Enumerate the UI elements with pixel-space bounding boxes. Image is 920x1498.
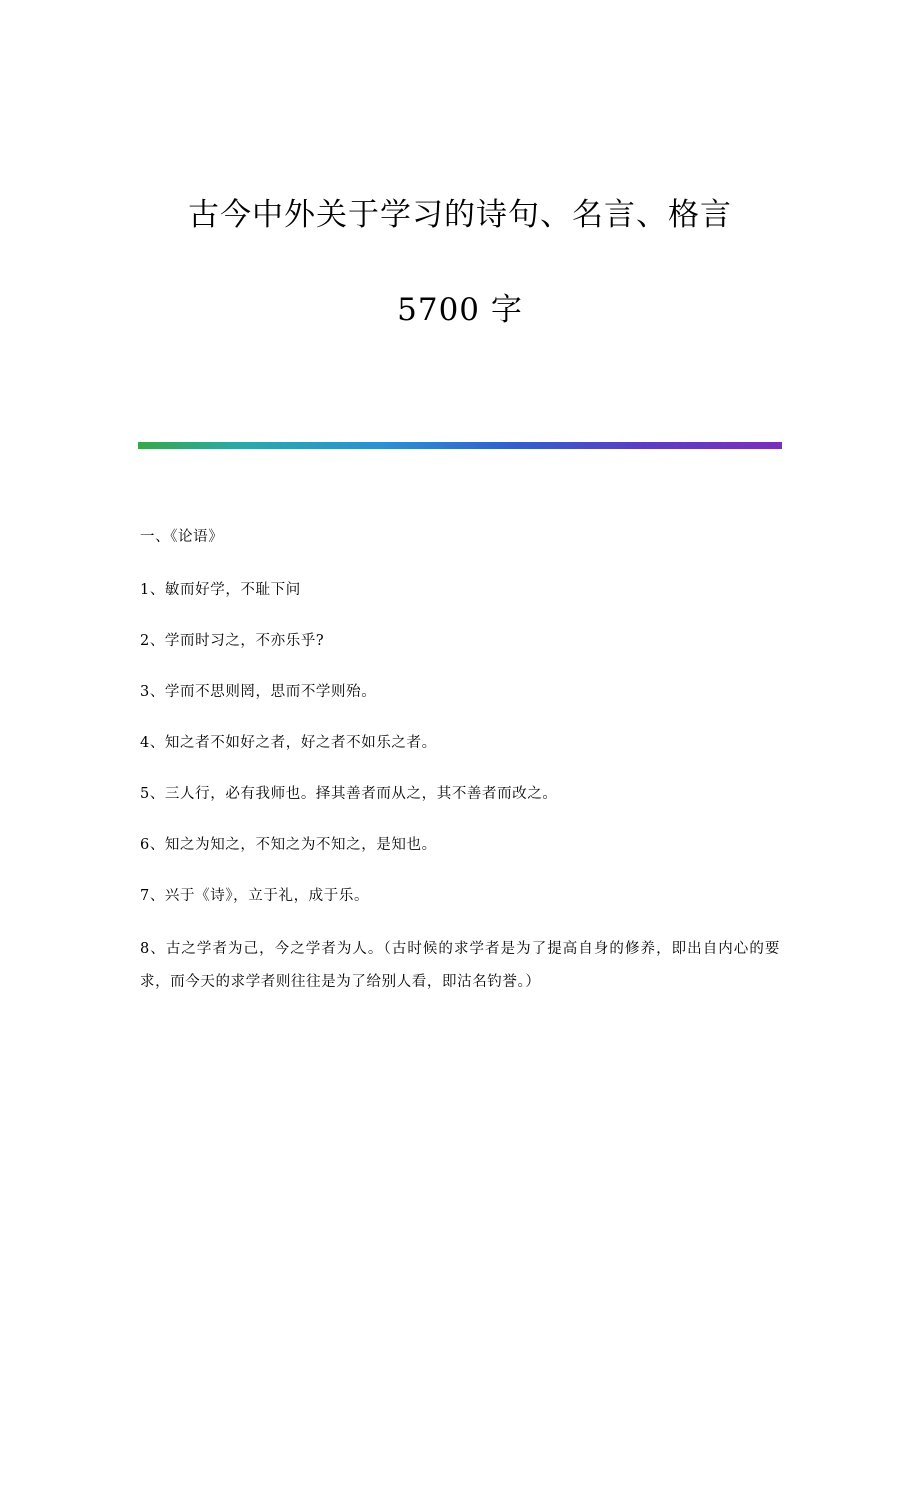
list-item: 4、知之者不如好之者，好之者不如乐之者。 bbox=[140, 734, 437, 751]
page-title: 古今中外关于学习的诗句、名言、格言 bbox=[188, 197, 732, 233]
divider-wrapper bbox=[0, 442, 920, 449]
gradient-divider bbox=[138, 442, 782, 449]
list-item: 3、学而不思则罔，思而不学则殆。 bbox=[140, 683, 377, 700]
list-item: 8、古之学者为己，今之学者为人。（古时候的求学者是为了提高自身的修养，即出自内心的要求，而今天的求学者则往往是为了给别人看，即沽名钓誉。） bbox=[140, 940, 780, 990]
list-item: 6、知之为知之，不知之为不知之，是知也。 bbox=[140, 836, 437, 853]
list-item: 1、敏而好学，不耻下问 bbox=[140, 581, 301, 598]
list-item: 7、兴于《诗》，立于礼，成于乐。 bbox=[140, 887, 370, 904]
section-heading: 一、《论语》 bbox=[140, 528, 224, 545]
document-title-block bbox=[0, 196, 920, 330]
page-subtitle: 5700 字 bbox=[397, 291, 523, 328]
document-page bbox=[0, 196, 920, 1498]
list-item: 2、学而时习之，不亦乐乎? bbox=[140, 632, 325, 649]
document-body bbox=[0, 523, 920, 1000]
list-item: 5、三人行，必有我师也。择其善者而从之，其不善者而改之。 bbox=[140, 785, 558, 802]
